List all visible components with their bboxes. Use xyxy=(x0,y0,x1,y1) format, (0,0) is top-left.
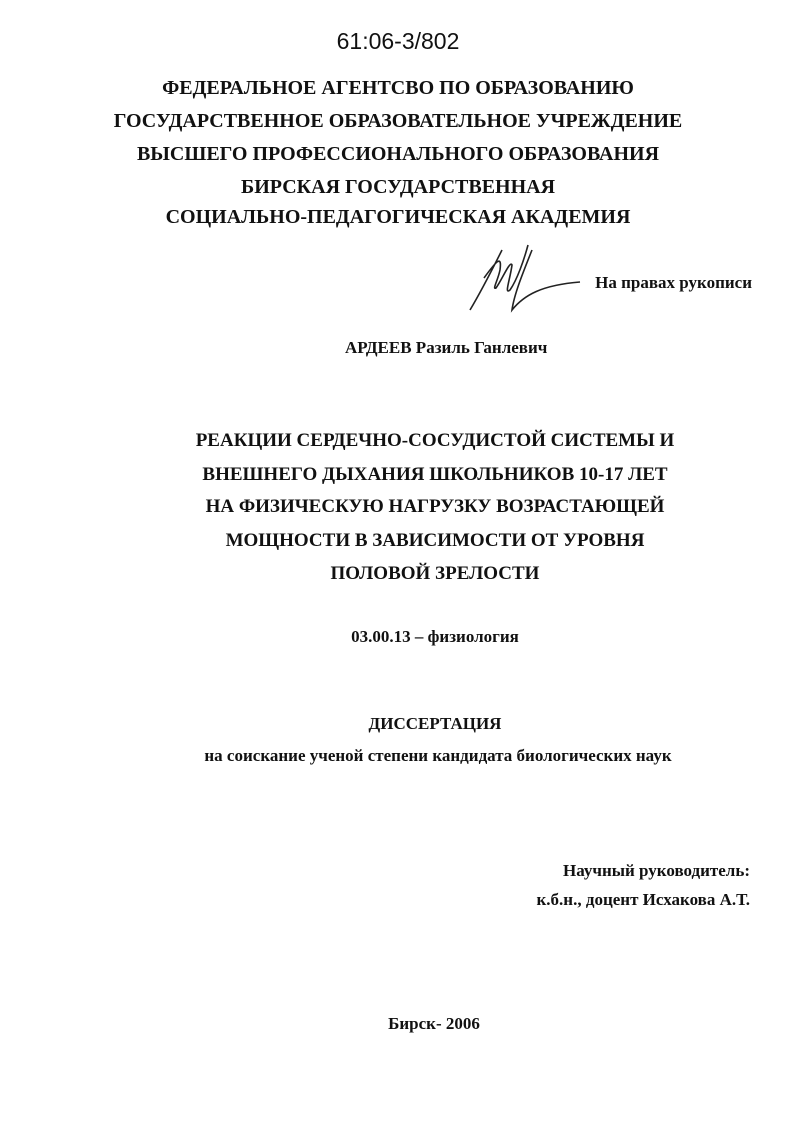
manuscript-note: На правах рукописи xyxy=(595,273,752,292)
institution-line: БИРСКАЯ ГОСУДАРСТВЕННАЯ xyxy=(240,176,556,198)
institution-line: СОЦИАЛЬНО-ПЕДАГОГИЧЕСКАЯ АКАДЕМИЯ xyxy=(165,206,631,228)
archive-code: 61:06-3/802 xyxy=(336,28,460,54)
institution-line: ГОСУДАРСТВЕННОЕ ОБРАЗОВАТЕЛЬНОЕ УЧРЕЖДЕНИЕ xyxy=(113,110,683,132)
work-type: ДИССЕРТАЦИЯ xyxy=(368,714,502,733)
title-line: НА ФИЗИЧЕСКУЮ НАГРУЗКУ ВОЗРАСТАЮЩЕЙ xyxy=(205,496,665,517)
institution-line: ФЕДЕРАЛЬНОЕ АГЕНТСВО ПО ОБРАЗОВАНИЮ xyxy=(162,77,634,99)
author-name: АРДЕЕВ Разиль Ганлевич xyxy=(345,338,548,357)
signature xyxy=(462,240,587,320)
title-line: ВНЕШНЕГО ДЫХАНИЯ ШКОЛЬНИКОВ 10-17 ЛЕТ xyxy=(202,464,668,485)
institution-line: ВЫСШЕГО ПРОФЕССИОНАЛЬНОГО ОБРАЗОВАНИЯ xyxy=(136,143,660,165)
degree: на соискание ученой степени кандидата биологических наук xyxy=(204,746,672,765)
supervisor: к.б.н., доцент Исхакова А.Т. xyxy=(536,890,750,909)
title-line: МОЩНОСТИ В ЗАВИСИМОСТИ ОТ УРОВНЯ xyxy=(225,530,645,551)
place-year: Бирск- 2006 xyxy=(388,1014,480,1033)
title-line: РЕАКЦИИ СЕРДЕЧНО-СОСУДИСТОЙ СИСТЕМЫ И xyxy=(195,430,675,451)
specialty: 03.00.13 – физиология xyxy=(351,627,519,646)
title-line: ПОЛОВОЙ ЗРЕЛОСТИ xyxy=(330,563,540,584)
supervisor-label: Научный руководитель: xyxy=(563,861,750,880)
